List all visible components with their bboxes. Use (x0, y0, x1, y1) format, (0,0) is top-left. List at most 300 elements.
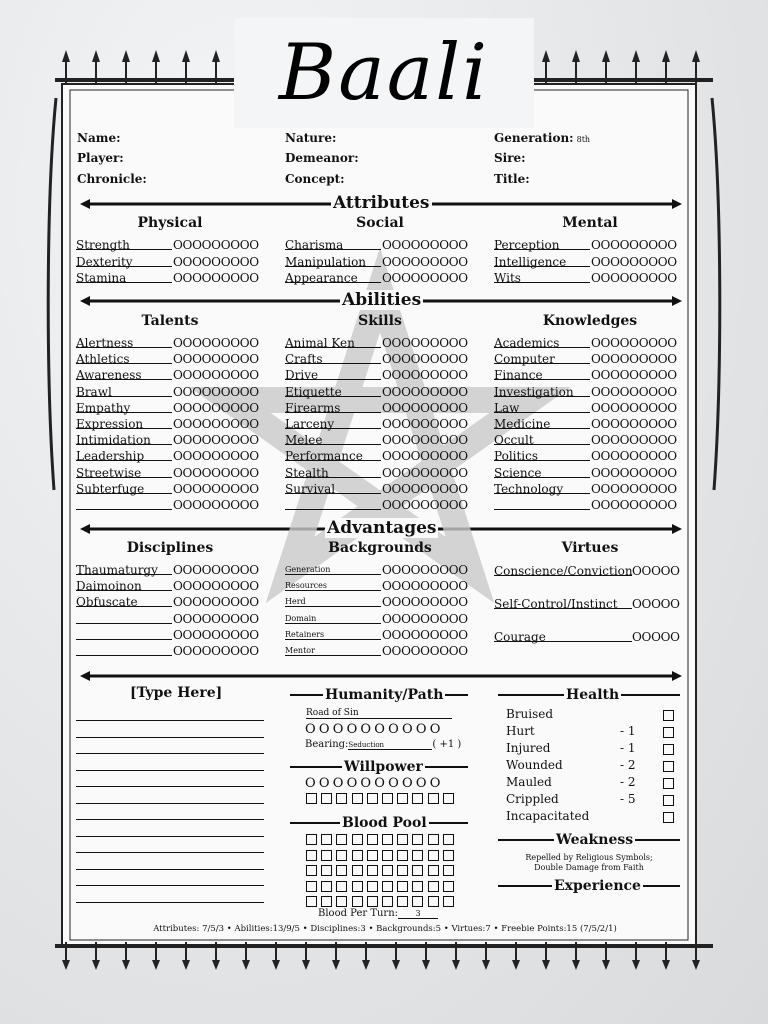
checkbox-square[interactable] (428, 896, 439, 907)
trait-line (76, 363, 172, 364)
trait-row[interactable] (76, 400, 268, 416)
trait-label: Streetwise (76, 465, 142, 480)
trait-dots[interactable]: OOOOOOOOO (173, 465, 259, 480)
trait-label: Dexterity (76, 254, 133, 269)
trait-row[interactable] (76, 448, 268, 464)
checkbox-square[interactable] (443, 865, 454, 876)
trait-row[interactable] (76, 270, 268, 286)
trait-dots[interactable]: OOOOOOOOO (591, 384, 677, 399)
checkbox-square[interactable] (397, 896, 408, 907)
checkbox-square[interactable] (443, 834, 454, 845)
trait-label: Awareness (76, 368, 142, 383)
health-heading: Health (566, 687, 620, 703)
trait-row[interactable] (494, 465, 686, 481)
trait-row[interactable] (76, 562, 268, 578)
trait-row[interactable] (76, 497, 268, 513)
trait-dots[interactable]: OOOOOOOOO (382, 433, 468, 448)
checkbox-square[interactable] (382, 793, 393, 804)
demeanor-field[interactable]: Demeanor: (285, 151, 359, 165)
note-line[interactable] (76, 720, 264, 721)
trait-label: Conscience/Conviction (494, 564, 633, 578)
trait-label: Thaumaturgy (76, 563, 158, 577)
trait-dots[interactable]: OOOOOOOOO (173, 400, 259, 415)
trait-dots[interactable]: OOOOOOOOO (591, 271, 677, 285)
trait-row[interactable] (285, 643, 477, 659)
trait-row[interactable] (76, 643, 268, 659)
health-penalty: - 2 (620, 758, 636, 772)
trait-dots[interactable]: OOOOOOOOO (173, 384, 259, 399)
trait-dots[interactable]: OOOOOOOOO (591, 449, 677, 464)
trait-row[interactable] (76, 481, 268, 497)
player-field[interactable]: Player: (77, 151, 124, 165)
checkbox-square[interactable] (306, 865, 317, 876)
trait-line (76, 444, 172, 445)
trait-line (76, 623, 172, 624)
health-penalty: - 5 (620, 792, 636, 806)
checkbox-square[interactable] (443, 850, 454, 861)
trait-row[interactable] (76, 578, 268, 594)
trait-line (494, 266, 590, 267)
trait-row[interactable] (494, 270, 686, 286)
health-penalty: - 1 (620, 724, 636, 738)
generation-value: 8th (576, 135, 591, 144)
checkbox-square[interactable] (382, 865, 393, 876)
trait-dots[interactable]: OOOOOOOOO (382, 384, 468, 399)
trait-dots[interactable]: OOOOOOOOO (382, 563, 468, 577)
checkbox-square[interactable] (321, 850, 332, 861)
trait-row[interactable] (76, 335, 268, 351)
checkbox-square[interactable] (306, 793, 317, 804)
trait-line (285, 379, 381, 380)
checkbox-square[interactable] (412, 850, 423, 861)
trait-row[interactable] (494, 629, 686, 645)
trait-dots[interactable]: OOOOOOOOO (591, 498, 677, 512)
trait-row[interactable] (494, 400, 686, 416)
checkbox-square[interactable] (367, 834, 378, 845)
checkbox-square[interactable] (352, 881, 363, 892)
fence-spikes-bottom (55, 942, 713, 970)
nature-field[interactable]: Nature: (285, 131, 337, 145)
weakness-line-1: Repelled by Religious Symbols; (525, 853, 653, 862)
trait-dots[interactable]: OOOOOOOOO (382, 498, 468, 512)
checkbox-square[interactable] (367, 896, 378, 907)
checkbox-square[interactable] (321, 834, 332, 845)
name-field[interactable]: Name: (77, 131, 121, 145)
trait-line (76, 428, 172, 429)
trait-line (494, 575, 632, 576)
checkbox-square[interactable] (336, 896, 347, 907)
trait-line (285, 444, 381, 445)
trait-label: Brawl (76, 384, 112, 399)
trait-dots[interactable]: OOOOOOOOO (173, 611, 259, 626)
checkbox-square[interactable] (321, 896, 332, 907)
trait-row[interactable] (285, 384, 477, 400)
trait-dots[interactable]: OOOOOOOOO (382, 465, 468, 480)
note-line[interactable] (76, 869, 264, 870)
trait-label: Charisma (285, 238, 344, 252)
trait-dots[interactable]: OOOOOOOOO (173, 352, 259, 367)
trait-dots[interactable]: OOOOOOOOO (591, 238, 677, 252)
note-line[interactable] (76, 803, 264, 804)
trait-dots[interactable]: OOOOOOOOO (382, 611, 468, 626)
trait-dots[interactable]: OOOOOOOOO (591, 481, 677, 496)
health-level: Mauled (506, 775, 552, 789)
trait-dots[interactable]: OOOOOOOOO (382, 368, 468, 383)
trait-row[interactable] (76, 351, 268, 367)
checkbox-square[interactable] (412, 793, 423, 804)
trait-line (494, 412, 590, 413)
trait-label: Intimidation (76, 433, 151, 448)
trait-row[interactable] (285, 627, 477, 643)
trait-row[interactable] (494, 254, 686, 270)
trait-row[interactable] (76, 237, 268, 253)
trait-dots[interactable]: OOOOOOOOO (591, 465, 677, 480)
trait-dots[interactable]: OOOOO (632, 564, 680, 578)
trait-line (285, 396, 381, 397)
checkbox-square[interactable] (428, 881, 439, 892)
trait-row[interactable] (494, 497, 686, 513)
trait-row[interactable] (494, 384, 686, 400)
trait-dots[interactable]: OOOOO (632, 630, 680, 644)
checkbox-square[interactable] (382, 850, 393, 861)
trait-row[interactable] (285, 351, 477, 367)
health-level: Incapacitated (506, 809, 590, 823)
trait-label: Survival (285, 481, 336, 496)
trait-line (494, 444, 590, 445)
note-line[interactable] (76, 902, 264, 903)
concept-field[interactable]: Concept: (285, 172, 345, 186)
abilities-heading: Abilities (342, 290, 422, 310)
trait-dots[interactable]: OOOOOOOOO (591, 336, 677, 350)
trait-line (285, 266, 381, 267)
trait-label: Alertness (76, 336, 134, 350)
title-field[interactable]: Title: (494, 172, 530, 186)
trait-row[interactable] (285, 400, 477, 416)
checkbox-square[interactable] (443, 793, 454, 804)
trait-line (285, 639, 381, 640)
trait-dots[interactable]: OOOOOOOOO (173, 238, 259, 252)
checkbox-square[interactable] (352, 850, 363, 861)
checkbox-square[interactable] (306, 850, 317, 861)
checkbox-square[interactable] (352, 865, 363, 876)
checkbox-square[interactable] (382, 881, 393, 892)
checkbox-square[interactable] (397, 881, 408, 892)
note-line[interactable] (76, 737, 264, 738)
trait-dots[interactable]: OOOOOOOOO (591, 417, 677, 431)
left-scroll-ornament (48, 98, 56, 490)
checkbox-square[interactable] (336, 881, 347, 892)
path-name[interactable]: Road of Sin (306, 708, 452, 719)
trait-label: Drive (285, 368, 319, 383)
note-line[interactable] (76, 753, 264, 754)
trait-row[interactable] (76, 594, 268, 610)
trait-row[interactable] (76, 384, 268, 400)
trait-line (285, 509, 381, 510)
checkbox-square[interactable] (367, 881, 378, 892)
trait-label: Domain (285, 613, 317, 623)
blood-per-turn (318, 908, 438, 919)
trait-label: Animal Ken (285, 336, 355, 350)
checkbox-square[interactable] (397, 793, 408, 804)
trait-dots[interactable]: OOOOOOOOO (591, 368, 677, 383)
trait-row[interactable] (494, 335, 686, 351)
trait-dots[interactable]: OOOOOOOOO (382, 627, 468, 642)
trait-dots[interactable]: OOOOOOOOO (173, 336, 259, 350)
right-scroll-ornament (712, 98, 720, 490)
health-checkbox[interactable] (663, 812, 674, 823)
checkbox-square[interactable] (397, 834, 408, 845)
checkbox-square[interactable] (352, 793, 363, 804)
trait-line (76, 639, 172, 640)
backgrounds-heading: Backgrounds (328, 540, 432, 556)
trait-row[interactable] (494, 416, 686, 432)
trait-dots[interactable]: OOOOOOOOO (382, 579, 468, 594)
checkbox-square[interactable] (412, 865, 423, 876)
trait-row[interactable] (494, 481, 686, 497)
checkbox-square[interactable] (412, 834, 423, 845)
checkbox-square[interactable] (352, 896, 363, 907)
checkbox-square[interactable] (397, 850, 408, 861)
checkbox-square[interactable] (428, 834, 439, 845)
health-checkbox[interactable] (663, 761, 674, 772)
trait-dots[interactable]: OOOOOOOOO (173, 449, 259, 464)
checkbox-square[interactable] (306, 881, 317, 892)
trait-row[interactable] (285, 611, 477, 627)
physical-heading: Physical (137, 215, 203, 231)
trait-dots[interactable]: OOOOOOOOO (382, 644, 468, 658)
health-checkbox[interactable] (663, 795, 674, 806)
trait-label: Technology (494, 481, 564, 496)
trait-dots[interactable]: OOOOOOOOO (173, 433, 259, 448)
trait-line (285, 282, 381, 283)
trait-row[interactable] (285, 594, 477, 610)
trait-dots[interactable]: OOOOOOOOO (173, 644, 259, 658)
mental-heading: Mental (562, 215, 618, 231)
health-checkbox[interactable] (663, 710, 674, 721)
trait-label: Medicine (494, 417, 551, 431)
trait-label: Finance (494, 368, 543, 383)
humanity-circles[interactable]: OOOOOOOOOO (305, 722, 444, 737)
trait-row[interactable] (494, 367, 686, 383)
checkbox-square[interactable] (367, 850, 378, 861)
trait-line (76, 460, 172, 461)
trait-line (76, 655, 172, 656)
trait-dots[interactable]: OOOOOOOOO (591, 433, 677, 448)
health-checkbox[interactable] (663, 727, 674, 738)
checkbox-square[interactable] (336, 865, 347, 876)
trait-label: Stamina (76, 271, 127, 285)
trait-dots[interactable]: OOOOOOOOO (382, 352, 468, 367)
checkbox-square[interactable] (321, 865, 332, 876)
trait-dots[interactable]: OOOOOOOOO (591, 254, 677, 269)
trait-dots[interactable]: OOOOOOOOO (382, 481, 468, 496)
trait-line (494, 509, 590, 510)
trait-row[interactable] (285, 335, 477, 351)
trait-dots[interactable]: OOOOOOOOO (382, 595, 468, 610)
trait-row[interactable] (76, 367, 268, 383)
trait-dots[interactable]: OOOOOOOOO (173, 579, 259, 594)
trait-line (494, 249, 590, 250)
trait-row[interactable] (494, 448, 686, 464)
blood-per-turn-value[interactable]: 3 (398, 909, 438, 919)
trait-dots[interactable]: OOOOOOOOO (382, 400, 468, 415)
checkbox-square[interactable] (443, 881, 454, 892)
trait-label: Daimoinon (76, 579, 142, 594)
trait-label: Obfuscate (76, 595, 138, 610)
trait-label: Subterfuge (76, 481, 145, 496)
virtues-heading: Virtues (561, 540, 619, 556)
trait-row[interactable] (494, 432, 686, 448)
trait-dots[interactable]: OOOOO (632, 597, 680, 611)
note-line[interactable] (76, 885, 264, 886)
skills-heading: Skills (358, 313, 402, 329)
willpower-circles[interactable]: OOOOOOOOOO (305, 776, 444, 791)
trait-row[interactable] (76, 432, 268, 448)
trait-dots[interactable]: OOOOOOOOO (173, 481, 259, 496)
checkbox-square[interactable] (412, 896, 423, 907)
trait-row[interactable] (76, 611, 268, 627)
trait-dots[interactable]: OOOOOOOOO (591, 352, 677, 367)
trait-row[interactable] (494, 351, 686, 367)
checkbox-square[interactable] (336, 850, 347, 861)
checkbox-square[interactable] (428, 865, 439, 876)
trait-label: Melee (285, 433, 323, 448)
checkbox-square[interactable] (428, 850, 439, 861)
checkbox-square[interactable] (382, 834, 393, 845)
trait-row[interactable] (494, 596, 686, 612)
note-line[interactable] (76, 836, 264, 837)
health-level: Hurt (506, 724, 535, 738)
trait-row[interactable] (285, 416, 477, 432)
trait-label: Expression (76, 417, 144, 431)
trait-dots[interactable]: OOOOOOOOO (382, 271, 468, 285)
trait-row[interactable] (76, 627, 268, 643)
trait-label: Larceny (285, 417, 335, 431)
trait-line (285, 249, 381, 250)
trait-row[interactable] (494, 563, 686, 579)
trait-row[interactable] (285, 578, 477, 594)
trait-line (285, 477, 381, 478)
trait-row[interactable] (285, 254, 477, 270)
sire-field[interactable]: Sire: (494, 151, 526, 165)
trait-label: Mentor (285, 646, 315, 655)
checkbox-square[interactable] (382, 896, 393, 907)
bearing-mod: ( +1 ) (432, 739, 462, 750)
weakness-heading: Weakness (556, 832, 634, 848)
generation-field[interactable]: Generation: 8th (494, 131, 591, 145)
trait-line (76, 574, 172, 575)
checkbox-square[interactable] (443, 896, 454, 907)
footer-summary: Attributes: 7/5/3 • Abilities:13/9/5 • Disciplines:3 • Backgrounds:5 • Virtues:7 • Freebie Points:15 (7/5/2/1) (153, 924, 617, 934)
trait-line (494, 460, 590, 461)
knowledges-heading: Knowledges (542, 313, 638, 329)
trait-dots[interactable]: OOOOOOOOO (173, 254, 259, 269)
health-level: Wounded (506, 758, 563, 772)
trait-dots[interactable]: OOOOOOOOO (173, 271, 259, 285)
checkbox-square[interactable] (412, 881, 423, 892)
chronicle-field[interactable]: Chronicle: (77, 172, 147, 186)
trait-line (76, 493, 172, 494)
trait-row[interactable] (494, 237, 686, 253)
trait-row[interactable] (285, 448, 477, 464)
checkbox-square[interactable] (336, 834, 347, 845)
note-line[interactable] (76, 770, 264, 771)
trait-label: Appearance (285, 271, 358, 285)
health-checkbox[interactable] (663, 744, 674, 755)
trait-line (76, 249, 172, 250)
trait-row[interactable] (76, 465, 268, 481)
health-checkbox[interactable] (663, 778, 674, 789)
trait-label: Self-Control/Instinct (494, 597, 618, 611)
trait-dots[interactable]: OOOOOOOOO (382, 449, 468, 464)
weakness-line-2: Double Damage from Faith (534, 863, 644, 872)
trait-row[interactable] (285, 237, 477, 253)
trait-label: Courage (494, 630, 546, 644)
trait-dots[interactable]: OOOOOOOOO (382, 417, 468, 431)
trait-label: Intelligence (494, 254, 567, 269)
trait-row[interactable] (285, 562, 477, 578)
checkbox-square[interactable] (428, 793, 439, 804)
blood-per-turn-label: Blood Per Turn: (318, 908, 399, 919)
note-line[interactable] (76, 819, 264, 820)
trait-dots[interactable]: OOOOOOOOO (173, 563, 259, 577)
checkbox-square[interactable] (321, 793, 332, 804)
checkbox-square[interactable] (367, 793, 378, 804)
trait-dots[interactable]: OOOOOOOOO (173, 595, 259, 610)
trait-dots[interactable]: OOOOOOOOO (173, 368, 259, 383)
trait-dots[interactable]: OOOOOOOOO (173, 498, 259, 512)
trait-dots[interactable]: OOOOOOOOO (173, 627, 259, 642)
trait-label: Science (494, 465, 542, 480)
trait-dots[interactable]: OOOOOOOOO (173, 417, 259, 431)
note-line[interactable] (76, 786, 264, 787)
checkbox-square[interactable] (321, 881, 332, 892)
checkbox-square[interactable] (397, 865, 408, 876)
trait-line (76, 509, 172, 510)
health-penalty: - 2 (620, 775, 636, 789)
checkbox-square[interactable] (306, 896, 317, 907)
trait-dots[interactable]: OOOOOOOOO (382, 254, 468, 269)
trait-line (76, 282, 172, 283)
trait-line (76, 590, 172, 591)
experience-heading: Experience (554, 878, 641, 894)
checkbox-square[interactable] (336, 793, 347, 804)
trait-row[interactable] (285, 432, 477, 448)
advantages-heading: Advantages (327, 518, 437, 538)
trait-label: Athletics (76, 352, 130, 367)
trait-row[interactable] (285, 497, 477, 513)
trait-row[interactable] (285, 367, 477, 383)
willpower-heading: Willpower (344, 759, 423, 775)
trait-row[interactable] (76, 416, 268, 432)
trait-row[interactable] (285, 465, 477, 481)
trait-row[interactable] (285, 481, 477, 497)
trait-label: Stealth (285, 465, 329, 480)
bearing-value[interactable]: Seduction (348, 741, 432, 750)
trait-dots[interactable]: OOOOOOOOO (382, 336, 468, 350)
checkbox-square[interactable] (306, 834, 317, 845)
trait-dots[interactable]: OOOOOOOOO (591, 400, 677, 415)
trait-row[interactable] (76, 254, 268, 270)
checkbox-square[interactable] (367, 865, 378, 876)
trait-dots[interactable]: OOOOOOOOO (382, 238, 468, 252)
checkbox-square[interactable] (352, 834, 363, 845)
trait-row[interactable] (285, 270, 477, 286)
trait-label: Manipulation (285, 254, 367, 269)
type-here-label[interactable]: [Type Here] (130, 685, 223, 701)
health-level: Bruised (506, 707, 554, 721)
note-line[interactable] (76, 852, 264, 853)
